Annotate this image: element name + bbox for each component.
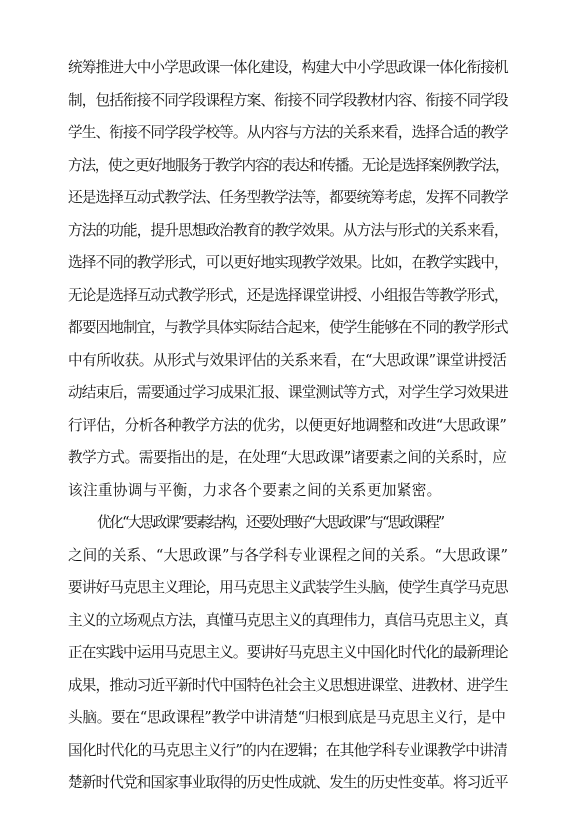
body-paragraph [68, 52, 508, 507]
text-line: 成果，推动习近平新时代中国特色社会主义思想进课堂、进教材、进学生 [68, 676, 508, 694]
text-line: 统筹推进大中小学思政课一体化建设，构建大中小学思政课一体化衔接机 [68, 59, 508, 76]
text-line: 该注重协调与平衡，力求各个要素之间的关系更加紧密。 [68, 481, 442, 499]
text-line: 都要因地制宜，与教学具体实际结合起来，使学生能够在不同的教学形式 [68, 319, 508, 336]
text-line: 方法，使之更好地服务于教学内容的表达和传播。无论是选择案例教学法， [68, 156, 509, 174]
text-line: 行评估，分析各种教学方法的优劣，以便更好地调整和改进“大思政课” [68, 416, 507, 434]
text-line: 制，包括衔接不同学段课程方案、衔接不同学段教材内容、衔接不同学段 [68, 91, 508, 109]
text-line: 无论是选择互动式教学形式，还是选择课堂讲授、小组报告等教学形式， [68, 286, 508, 304]
text-line: 选择不同的教学形式，可以更好地实现教学效果。比如，在教学实践中， [68, 254, 508, 271]
text-line: 还是选择互动式教学法、任务型教学法等，都要统筹考虑，发挥不同教学 [68, 189, 508, 206]
text-line: 国化时代化的马克思主义行”的内在逻辑；在其他学科专业课教学中讲清 [68, 741, 508, 759]
text-line: 学生、衔接不同学段学校等。从内容与方法的关系来看，选择合适的教学 [68, 124, 508, 141]
text-line: 之间的关系、“大思政课”与各学科专业课程之间的关系。“大思政课” [68, 546, 509, 564]
text-line: 动结束后，需要通过学习成果汇报、课堂测试等方式，对学生学习效果进 [68, 384, 508, 401]
text-line: 方法的功能，提升思想政治教育的教学效果。从方法与形式的关系来看， [68, 221, 508, 239]
text-line: 主义的立场观点方法，真懂马克思主义的真理伟力，真信马克思主义，真 [68, 611, 508, 629]
body-paragraph [68, 507, 508, 800]
text-line: 楚新时代党和国家事业取得的历史性成就、发生的历史性变革。将习近平 [68, 774, 508, 791]
text-line: 要讲好马克思主义理论，用马克思主义武装学生头脑，使学生真学马克思 [68, 579, 508, 596]
text-line: 中有所收获。从形式与效果评估的关系来看，在“大思政课”课堂讲授活 [68, 351, 507, 369]
text-line: 教学方式。需要指出的是，在处理“大思政课”诸要素之间的关系时，应 [68, 449, 507, 466]
text-line: 正在实践中运用马克思主义。要讲好马克思主义中国化时代化的最新理论 [68, 644, 508, 661]
text-line: 头脑。要在“思政课程”教学中讲清楚“归根到底是马克思主义行，是中 [68, 709, 506, 726]
text-line: 优化“大思政课”要素结构，还要处理好“大思政课”与“思政课程” [97, 514, 444, 531]
